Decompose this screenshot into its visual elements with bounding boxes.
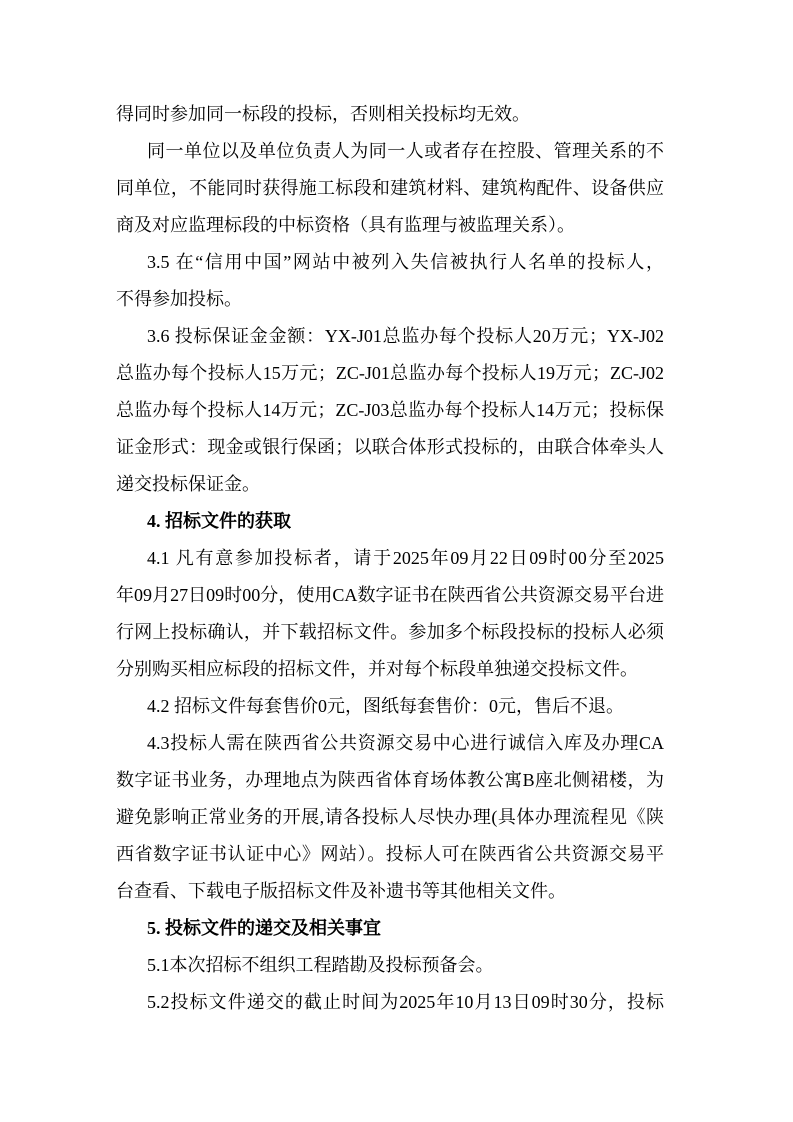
section-heading: [116, 503, 664, 540]
text-line: 5.1本次招标不组织工程踏勘及投标预备会。: [147, 955, 494, 975]
text-line: 4.1 凡有意参加投标者，请于2025年09月22日09时00分至2025: [147, 548, 664, 568]
text-line: 避免影响正常业务的开展,请各投标人尽快办理(具体办理流程见《陕: [116, 807, 664, 827]
paragraph: [116, 688, 664, 725]
text-line: 行网上投标确认，并下载招标文件。参加多个标段投标的投标人必须: [116, 622, 664, 642]
text-line: 3.5 在“信用中国”网站中被列入失信被执行人名单的投标人，: [147, 252, 664, 272]
text-line: 同一单位以及单位负责人为同一人或者存在控股、管理关系的不: [147, 141, 664, 161]
text-line: 台查看、下载电子版招标文件及补遗书等其他相关文件。: [116, 881, 566, 901]
text-line: 商及对应监理标段的中标资格（具有监理与被监理关系）。: [116, 215, 575, 235]
text-line: 同单位，不能同时获得施工标段和建筑材料、建筑构配件、设备供应: [116, 178, 664, 198]
text-line: 4. 招标文件的获取: [147, 511, 291, 531]
text-line: 得同时参加同一标段的投标，否则相关投标均无效。: [116, 104, 530, 124]
text-line: 总监办每个投标人14万元；ZC-J03总监办每个投标人14万元；投标保: [116, 400, 664, 420]
paragraph: [116, 540, 664, 688]
text-line: 4.3投标人需在陕西省公共资源交易中心进行诚信入库及办理CA: [147, 733, 664, 753]
text-line: 4.2 招标文件每套售价0元，图纸每套售价：0元，售后不退。: [147, 696, 624, 716]
paragraph: [116, 133, 664, 244]
paragraph: [116, 244, 664, 318]
text-line: 数字证书业务，办理地点为陕西省体育场体教公寓B座北侧裙楼，为: [116, 770, 664, 790]
paragraph: [116, 96, 664, 133]
paragraph: [116, 984, 664, 1021]
text-line: 年09月27日09时00分，使用CA数字证书在陕西省公共资源交易平台进: [116, 585, 664, 605]
text-line: 西省数字证书认证中心》网站）。投标人可在陕西省公共资源交易平: [116, 844, 664, 864]
section-heading: [116, 910, 664, 947]
text-line: 5.2投标文件递交的截止时间为2025年10月13日09时30分，投标: [147, 992, 664, 1012]
text-line: 递交投标保证金。: [116, 474, 260, 494]
paragraph: [116, 947, 664, 984]
text-line: 总监办每个投标人15万元；ZC-J01总监办每个投标人19万元；ZC-J02: [116, 363, 664, 383]
text-line: 5. 投标文件的递交及相关事宜: [147, 918, 381, 938]
text-line: 证金形式：现金或银行保函；以联合体形式投标的，由联合体牵头人: [116, 437, 664, 457]
text-line: 分别购买相应标段的招标文件，并对每个标段单独递交投标文件。: [116, 659, 638, 679]
text-line: 3.6 投标保证金金额：YX-J01总监办每个投标人20万元；YX-J02: [147, 326, 664, 346]
paragraph: [116, 318, 664, 503]
text-line: 不得参加投标。: [116, 289, 242, 309]
paragraph: [116, 725, 664, 910]
document-text-block: [116, 96, 664, 1021]
